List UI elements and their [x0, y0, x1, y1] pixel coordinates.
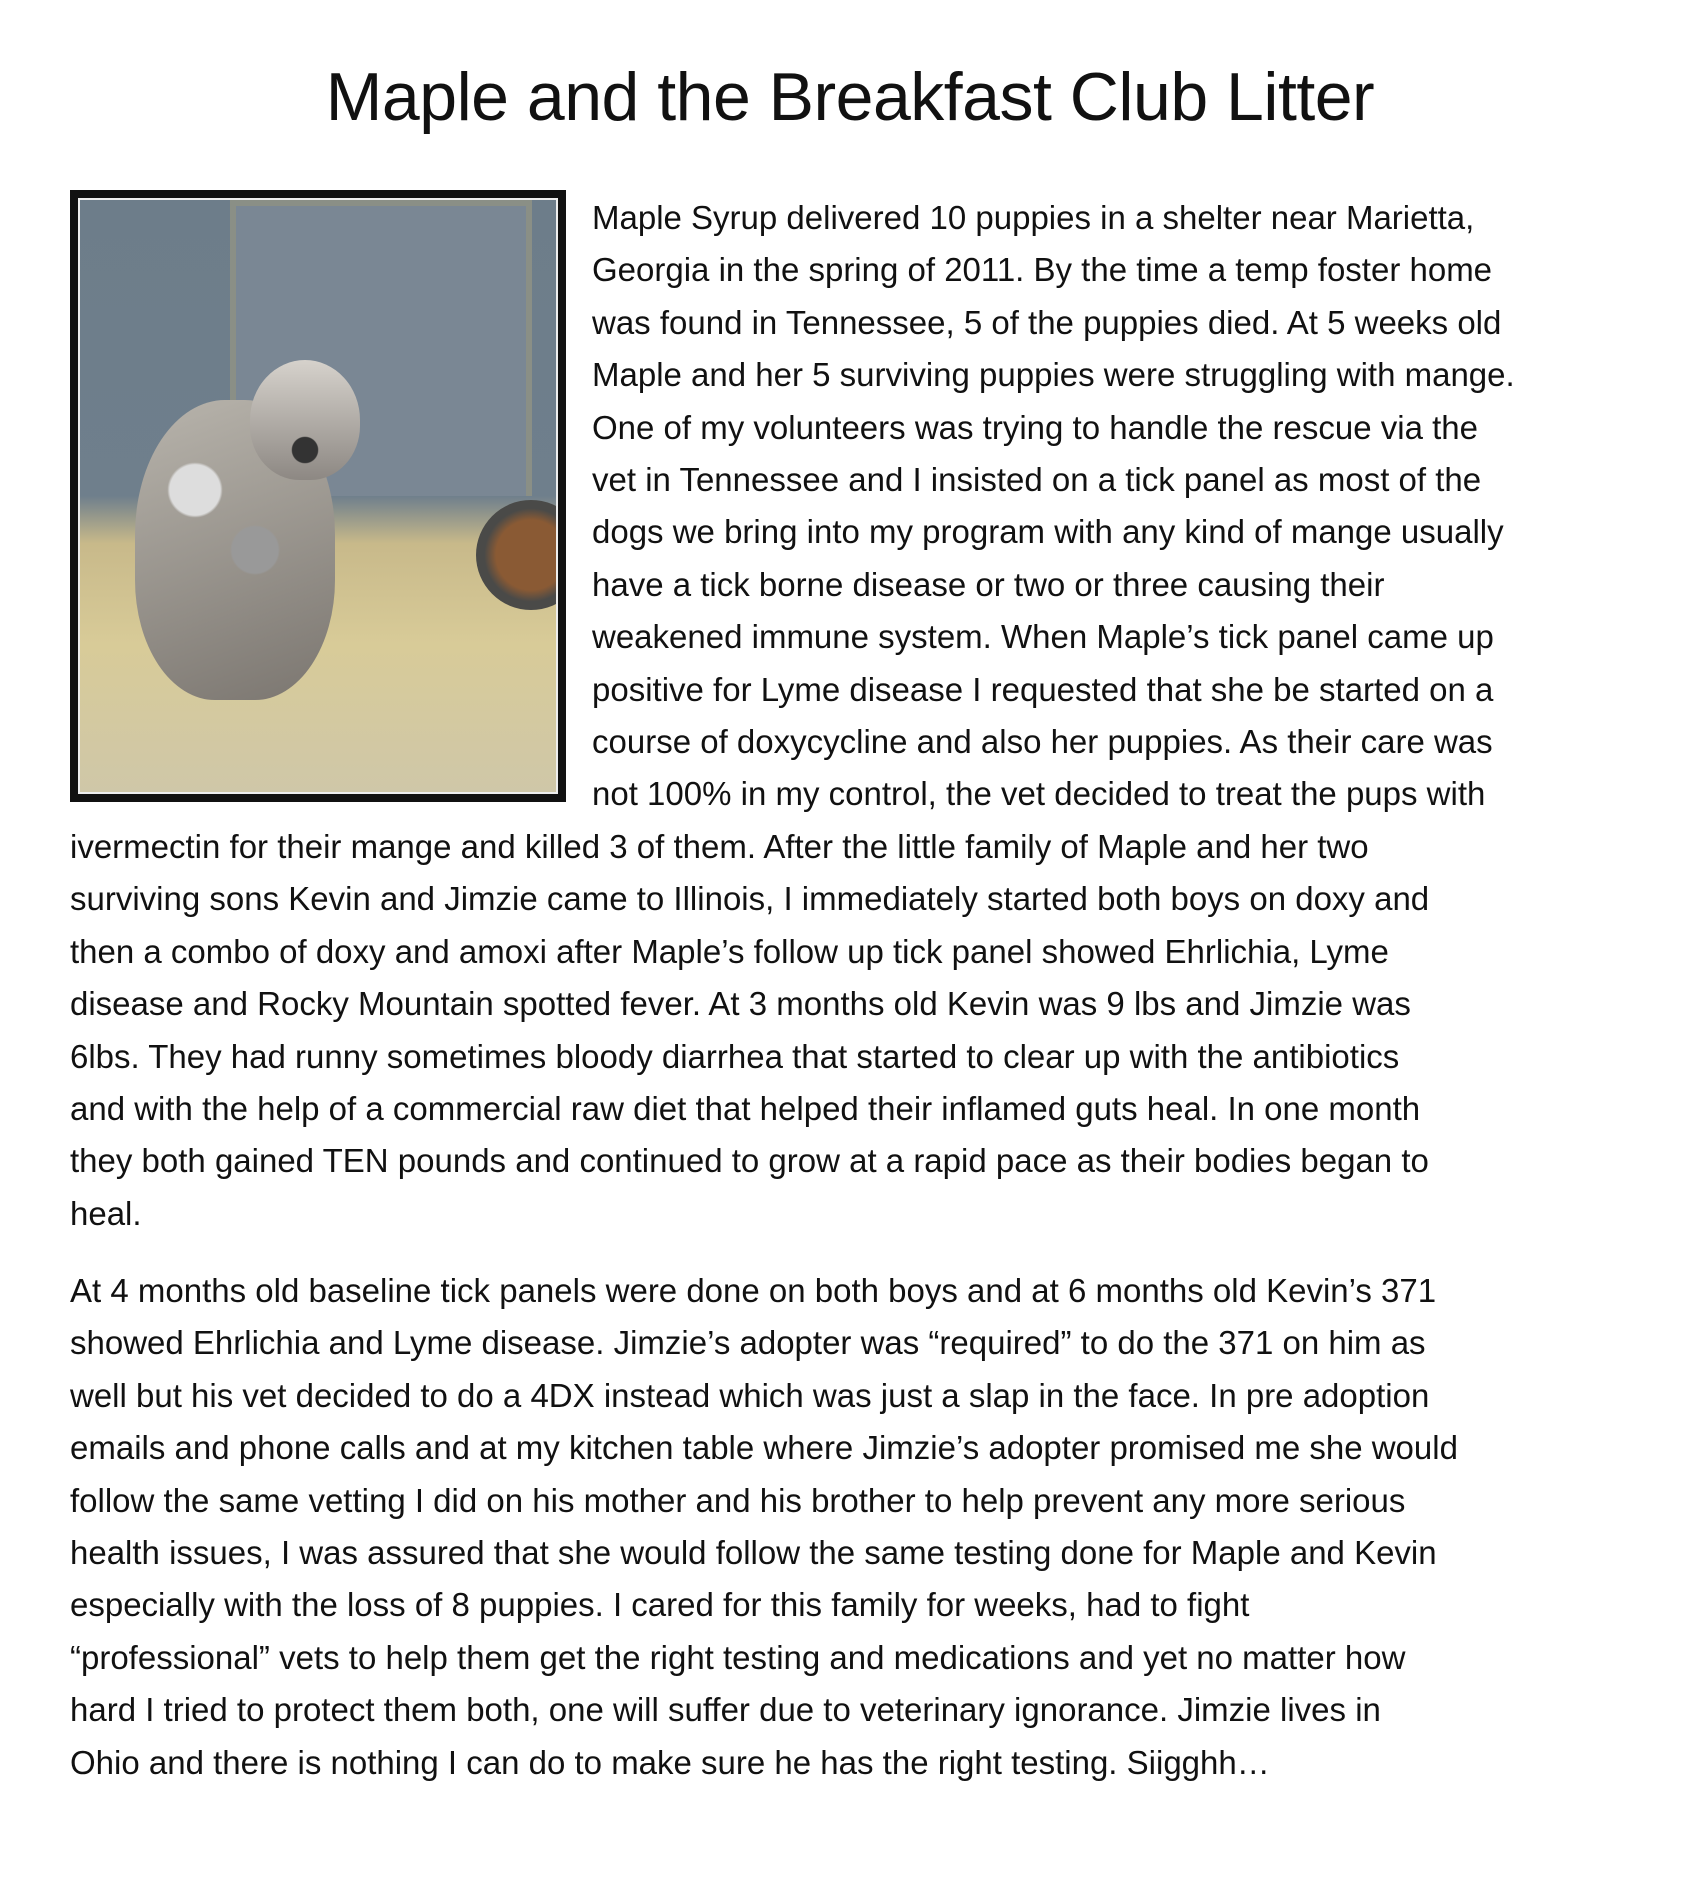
- dog-photo: [70, 190, 566, 802]
- text-line: and with the help of a commercial raw diet that helped their inflamed guts heal. In one month: [70, 1090, 1421, 1128]
- text-line: dogs we bring into my program with any kind of mange usually: [592, 513, 1504, 551]
- text-line: Ohio and there is nothing I can do to make sure he has the right testing. Siigghh…: [70, 1743, 1270, 1781]
- text-line: vet in Tennessee and I insisted on a tick panel as most of the: [592, 461, 1482, 499]
- text-line: surviving sons Kevin and Jimzie came to Illinois, I immediately started both boys on doxy and: [70, 880, 1430, 918]
- text-line: ivermectin for their mange and killed 3 of them. After the little family of Maple and her two: [70, 828, 1369, 865]
- text-line: At 4 months old baseline tick panels were done on both boys and at 6 months old Kevin’s 371: [70, 1272, 1437, 1309]
- text-line: weakened immune system. When Maple’s tick panel came up: [592, 618, 1494, 656]
- text-line: course of doxycycline and also her puppies. As their care was: [592, 723, 1493, 761]
- photo-image: [78, 198, 558, 794]
- text-line: 6lbs. They had runny sometimes bloody diarrhea that started to clear up with the antibiotics: [70, 1037, 1400, 1075]
- text-line: One of my volunteers was trying to handle the rescue via the: [592, 408, 1478, 446]
- text-line: especially with the loss of 8 puppies. I cared for this family for weeks, had to fight: [70, 1586, 1250, 1624]
- text-line: have a tick borne disease or two or three causing their: [592, 565, 1385, 603]
- text-line: “professional” vets to help them get the right testing and medications and yet no matter how: [70, 1638, 1406, 1676]
- paragraph-1-wrapped: [592, 192, 1515, 821]
- text-line: they both gained TEN pounds and continued to grow at a rapid pace as their bodies began to: [70, 1142, 1429, 1180]
- food-bowl: [476, 500, 558, 610]
- paragraph-2: [70, 1265, 1458, 1789]
- page-title: Maple and the Breakfast Club Litter: [325, 59, 1375, 135]
- text-line: follow the same vetting I did on his mother and his brother to help prevent any more serious: [70, 1481, 1406, 1519]
- dog-head: [250, 360, 360, 480]
- text-line: Maple and her 5 surviving puppies were struggling with mange.: [592, 356, 1515, 394]
- text-line: not 100% in my control, the vet decided to treat the pups with: [592, 775, 1486, 813]
- text-line: hard I tried to protect them both, one will suffer due to veterinary ignorance. Jimzie lives in: [70, 1691, 1381, 1729]
- text-line: health issues, I was assured that she would follow the same testing done for Maple and Kevin: [70, 1534, 1437, 1572]
- text-line: showed Ehrlichia and Lyme disease. Jimzie’s adopter was “required” to do the 371 on him as: [70, 1324, 1426, 1362]
- text-line: emails and phone calls and at my kitchen table where Jimzie’s adopter promised me she would: [70, 1429, 1458, 1467]
- text-line: Maple Syrup delivered 10 puppies in a shelter near Marietta,: [592, 199, 1475, 236]
- text-line: Georgia in the spring of 2011. By the time a temp foster home: [592, 251, 1493, 289]
- text-line: well but his vet decided to do a 4DX instead which was just a slap in the face. In pre adoption: [70, 1376, 1430, 1414]
- text-line: heal.: [70, 1194, 142, 1232]
- text-line: positive for Lyme disease I requested that she be started on a: [592, 670, 1494, 708]
- text-line: disease and Rocky Mountain spotted fever. At 3 months old Kevin was 9 lbs and Jimzie was: [70, 985, 1411, 1023]
- paragraph-1-full: [70, 821, 1429, 1240]
- text-line: then a combo of doxy and amoxi after Maple’s follow up tick panel showed Ehrlichia, Lyme: [70, 932, 1389, 970]
- text-line: was found in Tennessee, 5 of the puppies died. At 5 weeks old: [592, 303, 1502, 341]
